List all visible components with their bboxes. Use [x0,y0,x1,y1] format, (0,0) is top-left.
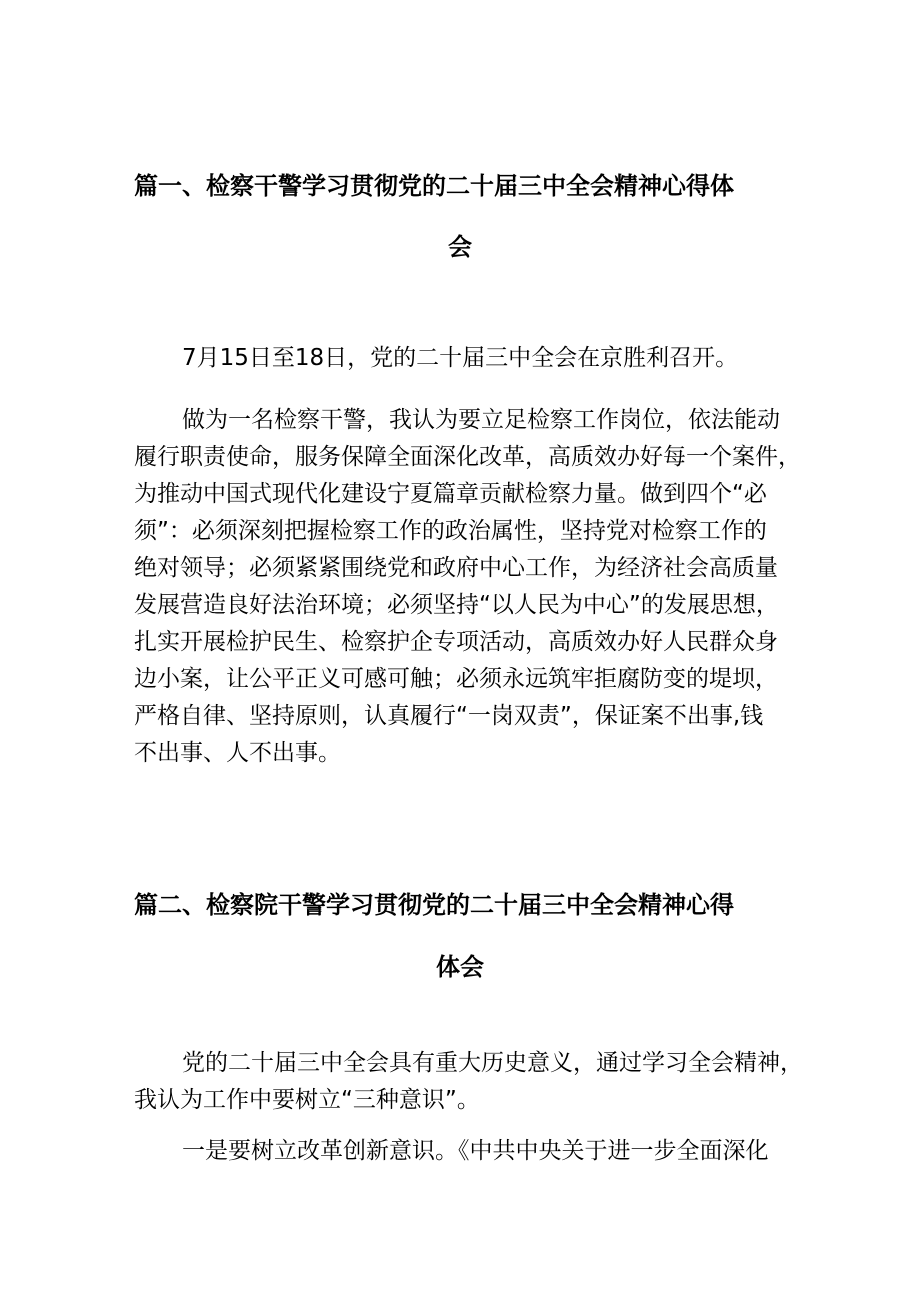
section-2-title-line-2: 体会 [436,953,484,981]
text-line: 不出事、人不出事。 [134,740,341,766]
section-1-title-line-1: 篇一、检察干警学习贯彻党的二十届三中全会精神心得体 [134,172,734,200]
section-1-paragraph-2 [134,402,814,772]
text-line: 严格自律、坚持原则，认真履行“一岗双责”，保证案不出事,钱 [134,703,764,729]
text-line: 一是要树立改革创新意识。《中共中央关于进一步全面深化 [182,1138,769,1164]
section-1-paragraph-1 [134,340,814,377]
text-line: 党的二十届三中全会具有重大历史意义，通过学习全会精神， [182,1050,803,1076]
section-2-paragraph-1 [134,1045,814,1119]
text-line: 7月15日至18日，党的二十届三中全会在京胜利召开。 [182,345,739,371]
section-2-title-line-1: 篇二、检察院干警学习贯彻党的二十届三中全会精神心得 [134,891,734,919]
text-line: 履行职责使命，服务保障全面深化改革，高质效办好每一个案件， [134,444,801,470]
text-line: 绝对领导；必须紧紧围绕党和政府中心工作，为经济社会高质量 [134,555,778,581]
text-line: 扎实开展检护民生、检察护企专项活动，高质效办好人民群众身 [134,629,778,655]
text-line: 做为一名检察干警，我认为要立足检察工作岗位，依法能动 [182,407,780,433]
section-1-title-line-2: 会 [448,233,472,261]
text-line: 发展营造良好法治环境；必须坚持“以人民为中心”的发展思想， [134,592,779,618]
section-2-paragraph-2 [134,1133,814,1170]
text-line: 边小案，让公平正义可感可触；必须永远筑牢拒腐防变的堤坝， [134,666,778,692]
text-line: 我认为工作中要树立“三种意识”。 [134,1087,480,1113]
text-line: 须”：必须深刻把握检察工作的政治属性，坚持党对检察工作的 [134,518,767,544]
text-line: 为推动中国式现代化建设宁夏篇章贡献检察力量。做到四个“必 [134,481,767,507]
